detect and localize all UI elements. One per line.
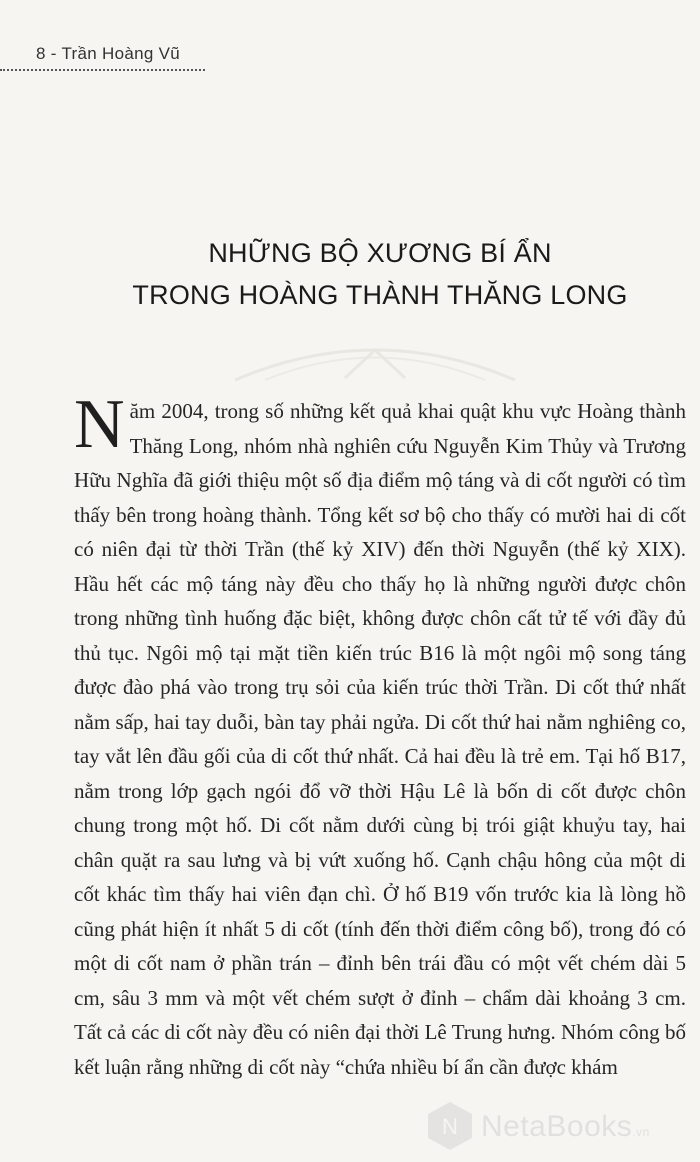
watermark-suffix: .vn (632, 1125, 650, 1139)
chapter-title-line-2: TRONG HOÀNG THÀNH THĂNG LONG (132, 280, 628, 310)
watermark-text (481, 1110, 650, 1144)
watermark-brand: NetaBooks (481, 1110, 633, 1143)
chapter-title (60, 232, 700, 316)
watermark-logo (425, 1100, 700, 1152)
svg-text:N: N (442, 1114, 458, 1139)
bleed-through-ornament (225, 330, 525, 390)
chapter-title-line-1: NHỮNG BỘ XƯƠNG BÍ ẨN (208, 238, 552, 268)
body-paragraph (74, 386, 686, 1084)
header-divider (0, 69, 205, 71)
drop-cap: N (74, 386, 125, 463)
running-header: 8 - Trần Hoàng Vũ (36, 44, 181, 63)
paragraph-text: ăm 2004, trong số những kết quả khai quật khu vực Hoàng thành Thăng Long, nhóm nhà nghiên cứu Nguyễn Kim Thủy và Trương Hữu Nghĩa đã giới thiệu một số địa điểm mộ táng và di cốt người có tìm thấy bên trong hoàng thành. Tổng kết sơ bộ cho thấy có mười hai di cốt có niên đại từ thời Trần (thế kỷ XIV) đến thời Nguyễn (thế kỷ XIX). Hầu hết các mộ táng này đều cho thấy họ là những người được chôn trong những tình huống đặc biệt, không được chôn cất tử tế với đầy đủ thủ tục. Ngôi mộ tại mặt tiền kiến trúc B16 là một ngôi mộ song táng được đào phá vào trong trụ sỏi của kiến trúc thời Trần. Di cốt thứ nhất nằm sấp, hai tay duỗi, bàn tay phải ngửa. Di cốt thứ hai nằm nghiêng co, tay vắt lên đầu gối của di cốt thứ nhất. Cả hai đều là trẻ em. Tại hố B17, nằm trong lớp gạch ngói đổ vỡ thời Hậu Lê là bốn di cốt được chôn chung trong một hố. Di cốt nằm dưới cùng bị trói giật khuỷu tay, hai chân quặt ra sau lưng và bị vứt xuống hố. Cạnh chậu hông của một di cốt khác tìm thấy hai viên đạn chì. Ở hố B19 vốn trước kia là lòng hồ cũng phát hiện ít nhất 5 di cốt (tính đến thời điểm công bố), trong đó có một di cốt nam ở phần trán – đỉnh bên trái đầu có một vết chém dài 5 cm, sâu 3 mm và một vết chém sượt ở đỉnh – chẩm dài khoảng 3 cm. Tất cả các di cốt này đều có niên đại thời Lê Trung hưng. Nhóm công bố kết luận rằng những di cốt này “chứa nhiều bí ẩn cần được khám (74, 399, 686, 1079)
netabooks-logo-icon (425, 1100, 475, 1152)
